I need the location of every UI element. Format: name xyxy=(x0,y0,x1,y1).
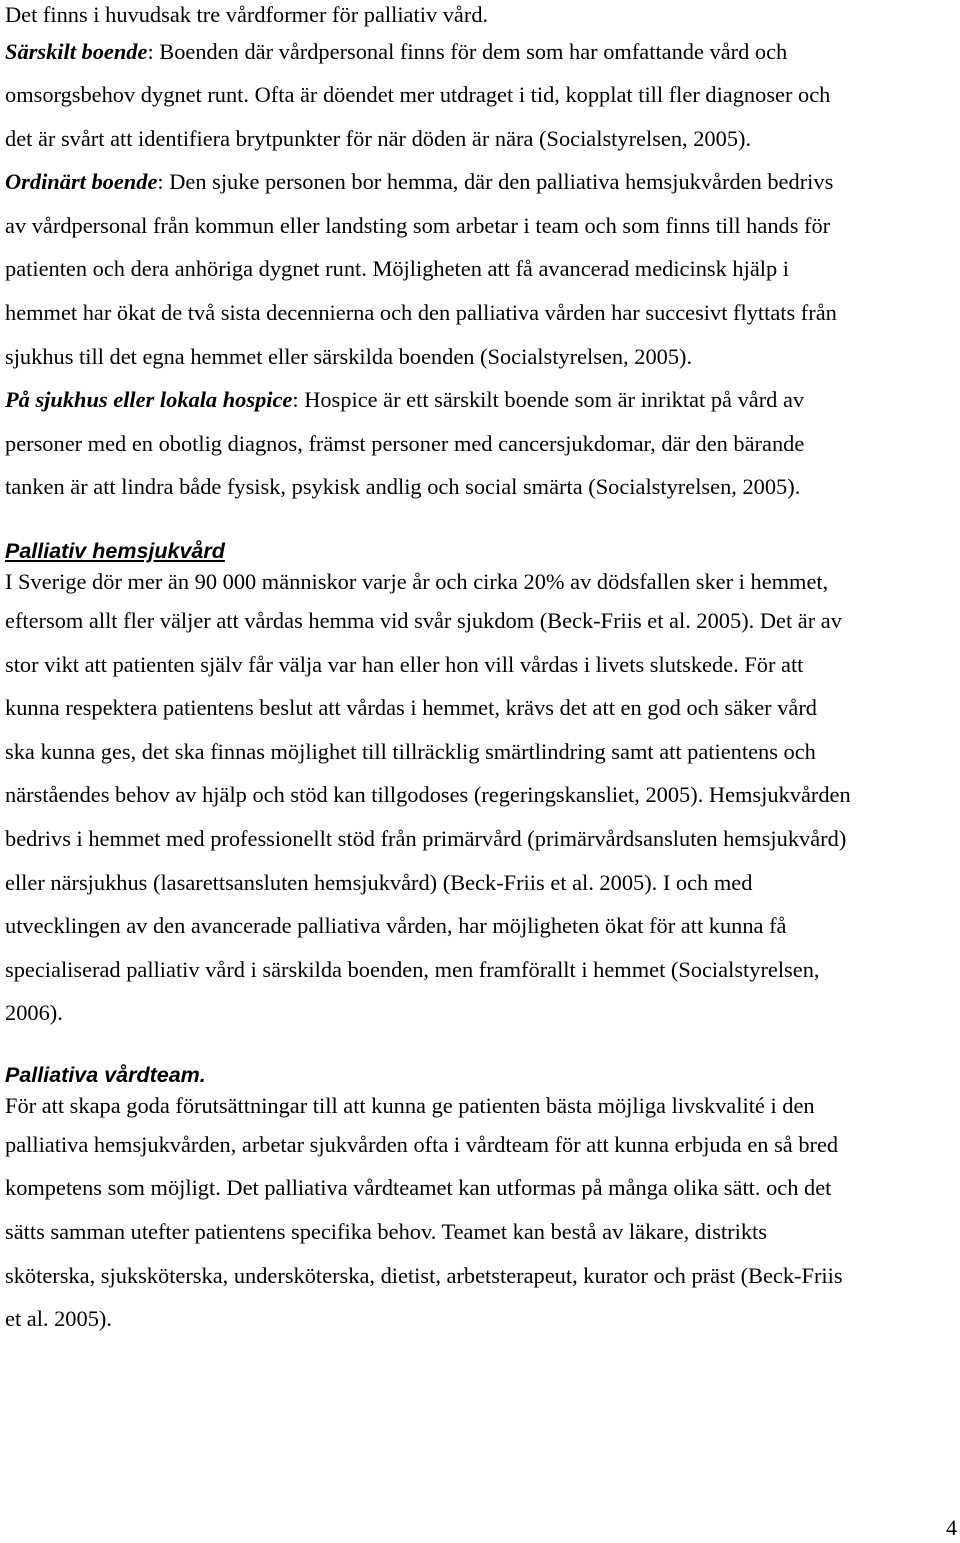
paragraph-line: eftersom allt fler väljer att vårdas hemma vid svår sjukdom (Beck-Friis et al. 2005). Det är av xyxy=(5,607,842,633)
term-label: Ordinärt boende xyxy=(5,169,158,195)
paragraph-line: bedrivs i hemmet med professionellt stöd från primärvård (primärvårdsansluten hemsjukvård) xyxy=(5,825,847,851)
paragraph-line: 2006). xyxy=(5,1000,63,1026)
paragraph-line: personer med en obotlig diagnos, främst personer med cancersjukdomar, där den bärande xyxy=(5,430,805,456)
section-care-team xyxy=(5,1061,957,1341)
paragraph-line: kompetens som möjligt. Det palliativa vårdteamet kan utformas på många olika sätt. och det xyxy=(5,1175,832,1201)
section-heading: Palliativa vårdteam. xyxy=(5,1062,206,1087)
paragraph-line: av vårdpersonal från kommun eller landsting som arbetar i team och som finns till hands för xyxy=(5,212,831,238)
paragraph-line: tanken är att lindra både fysisk, psykisk andlig och social smärta (Socialstyrelsen, 2005). xyxy=(5,474,801,500)
term-label: På sjukhus eller lokala hospice xyxy=(5,387,293,413)
paragraph-line: För att skapa goda förutsättningar till att kunna ge patienten bästa möjliga livskvalité i den xyxy=(5,1092,815,1118)
paragraph-line: kunna respektera patientens beslut att vårdas i hemmet, krävs det att en god och säker vård xyxy=(5,695,817,721)
paragraph-line: sjukhus till det egna hemmet eller särskilda boenden (Socialstyrelsen, 2005). xyxy=(5,343,693,369)
paragraph-line: sköterska, sjuksköterska, undersköterska, dietist, arbetsterapeut, kurator och präst (Beck-Friis xyxy=(5,1262,843,1288)
paragraph-line: I Sverige dör mer än 90 000 människor varje år och cirka 20% av dödsfallen sker i hemmet, xyxy=(5,568,829,594)
paragraph-line xyxy=(5,378,957,422)
line-text: : Boenden där vårdpersonal finns för dem som har omfattande vård och xyxy=(147,39,788,64)
line-text: : Hospice är ett särskilt boende som är inriktat på vård av xyxy=(292,387,805,413)
paragraph-line: utvecklingen av den avancerade palliativa vården, har möjligheten ökat för att kunna få xyxy=(5,913,787,939)
care-form-ordinary-housing xyxy=(5,160,957,378)
document-page xyxy=(5,0,957,1341)
paragraph-line: sätts samman utefter patientens specifika behov. Teamet kan bestå av läkare, distrikts xyxy=(5,1219,767,1245)
paragraph-line: palliativa hemsjukvården, arbetar sjukvården ofta i vårdteam för att kunna erbjuda en så bred xyxy=(5,1131,839,1157)
intro-line: Det finns i huvudsak tre vårdformer för palliativ vård. xyxy=(5,2,489,27)
paragraph-line: eller närsjukhus (lasarettsansluten hemsjukvård) (Beck-Friis et al. 2005). I och med xyxy=(5,869,753,895)
paragraph-line: ska kunna ges, det ska finnas möjlighet till tillräcklig smärtlindring samt att patientens och xyxy=(5,738,816,764)
paragraph-line xyxy=(5,30,957,73)
paragraph-line: det är svårt att identifiera brytpunkter för när döden är nära (Socialstyrelsen, 2005). xyxy=(5,125,752,151)
section-heading: Palliativ hemsjukvård xyxy=(5,538,225,563)
page-number: 4 xyxy=(946,1515,957,1540)
paragraph-line: närståendes behov av hjälp och stöd kan tillgodoses (regeringskansliet, 2005). Hemsjukvården xyxy=(5,782,851,808)
paragraph-line: hemmet har ökat de två sista decennierna och den palliativa vården har succesivt flyttats från xyxy=(5,299,837,325)
paragraph-line: omsorgsbehov dygnet runt. Ofta är döendet mer utdraget i tid, kopplat till fler diagnoser och xyxy=(5,82,831,107)
term-label: Särskilt boende xyxy=(5,39,148,64)
care-form-special-housing xyxy=(5,30,957,160)
paragraph-line: patienten och dera anhöriga dygnet runt. Möjligheten att få avancerad medicinsk hjälp i xyxy=(5,256,790,282)
paragraph-line: et al. 2005). xyxy=(5,1306,112,1332)
paragraph-line: stor vikt att patienten själv får välja var han eller hon vill vårdas i livets slutskede. För att xyxy=(5,651,804,677)
paragraph-line xyxy=(5,160,957,204)
line-text: : Den sjuke personen bor hemma, där den palliativa hemsjukvården bedrivs xyxy=(157,169,834,195)
section-home-care xyxy=(5,537,957,1035)
care-form-hospice xyxy=(5,378,957,509)
paragraph-line: specialiserad palliativ vård i särskilda boenden, men framförallt i hemmet (Socialstyrelsen, xyxy=(5,956,820,982)
